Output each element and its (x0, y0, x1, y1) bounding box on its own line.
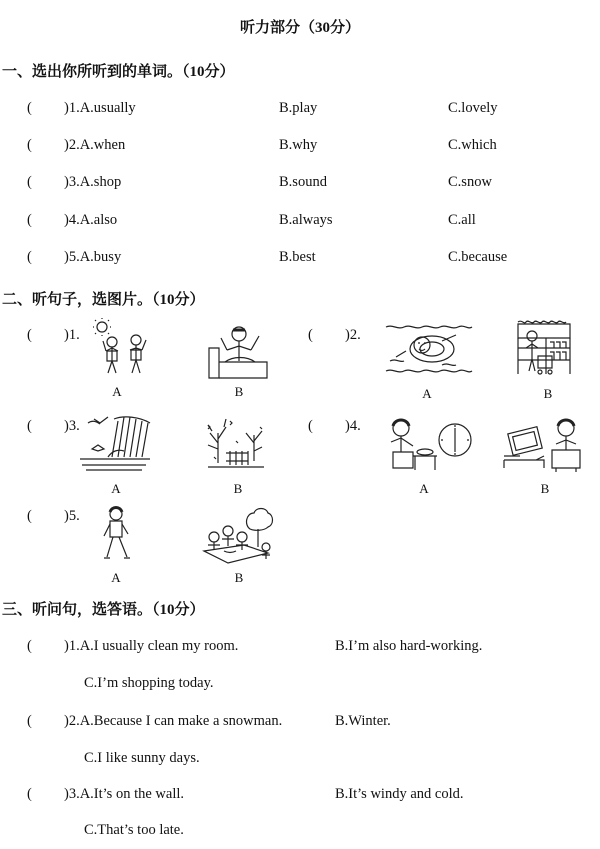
caption-a: A (111, 570, 121, 585)
caption-a: A (419, 481, 429, 496)
picture-family-picnic (198, 507, 274, 567)
option-b: B.I’m also hard-working. (335, 638, 483, 654)
answer-paren: ( (27, 327, 32, 343)
option-c: C.because (448, 249, 508, 265)
option-a: )1.A.I usually clean my room. (64, 638, 239, 654)
picture-autumn-trees (204, 413, 266, 473)
caption-a: A (422, 386, 432, 401)
picture-shop-shelves (516, 320, 572, 378)
picture-windy-storm (78, 413, 152, 473)
caption-a: A (112, 384, 122, 399)
caption-b: B (233, 481, 243, 496)
caption-a: A (111, 481, 121, 496)
answer-paren: ( (308, 418, 313, 434)
part2-question-2-number: )2. (345, 327, 361, 343)
answer-paren: ( (27, 100, 32, 116)
caption-b: B (234, 384, 244, 399)
option-c: C.snow (448, 174, 492, 190)
caption-b: B (540, 481, 550, 496)
section-heading-2: 二、听句子，选图片。（10分） (2, 292, 205, 308)
option-c: C.lovely (448, 100, 498, 116)
option-a: )4.A.also (64, 212, 118, 228)
option-a: )3.A.shop (64, 174, 122, 190)
option-a: )3.A.It’s on the wall. (64, 786, 185, 802)
part2-question-3-number: )3. (64, 418, 80, 434)
option-b: B.why (279, 137, 318, 153)
option-b: B.Winter. (335, 713, 391, 729)
picture-child-swimming (382, 321, 472, 379)
option-a: )5.A.busy (64, 249, 122, 265)
part2-question-5-number: )5. (64, 508, 80, 524)
picture-girl-eating-clock (375, 414, 473, 474)
option-b: B.sound (279, 174, 327, 190)
caption-b: B (234, 570, 244, 585)
option-b: B.play (279, 100, 318, 116)
option-a: )2.A.Because I can make a snowman. (64, 713, 283, 729)
option-a: )1.A.usually (64, 100, 136, 116)
section-heading-3: 三、听问句，选答语。（10分） (2, 602, 205, 618)
answer-paren: ( (27, 508, 32, 524)
caption-b: B (543, 386, 553, 401)
option-c: C.which (448, 137, 497, 153)
part2-question-1-number: )1. (64, 327, 80, 343)
answer-paren: ( (27, 137, 32, 153)
option-c: C.all (448, 212, 476, 228)
option-a: )2.A.when (64, 137, 126, 153)
answer-paren: ( (27, 713, 32, 729)
option-c: C.That’s too late. (84, 822, 184, 838)
picture-boy-waking-up (205, 322, 269, 380)
option-c: C.I like sunny days. (84, 750, 200, 766)
option-b: B.always (279, 212, 333, 228)
answer-paren: ( (308, 327, 313, 343)
answer-paren: ( (27, 418, 32, 434)
answer-paren: ( (27, 786, 32, 802)
answer-paren: ( (27, 638, 32, 654)
picture-two-kids-sunny (94, 318, 152, 380)
option-b: B.It’s windy and cold. (335, 786, 464, 802)
answer-paren: ( (27, 249, 32, 265)
page-title: 听力部分（30分） (239, 20, 360, 36)
option-b: B.best (279, 249, 316, 265)
section-heading-1: 一、选出你所听到的单词。（10分） (2, 64, 235, 80)
picture-boy-walking (98, 506, 134, 566)
option-c: C.I’m shopping today. (84, 675, 214, 691)
part2-question-4-number: )4. (345, 418, 361, 434)
picture-girl-watching-tv (500, 416, 588, 474)
answer-paren: ( (27, 212, 32, 228)
answer-paren: ( (27, 174, 32, 190)
